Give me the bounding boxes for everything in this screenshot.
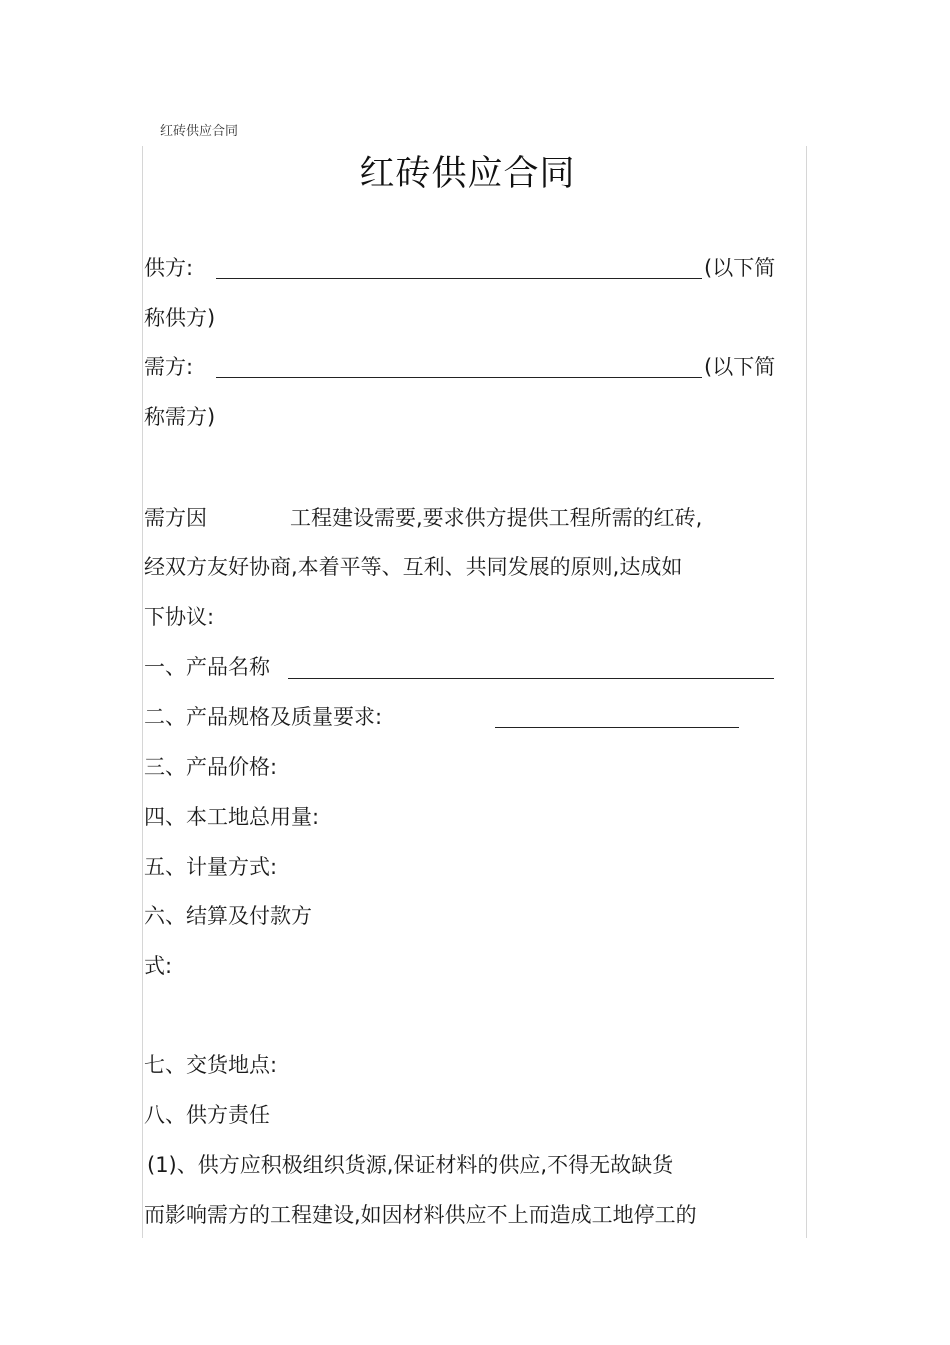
clause-1-line-2: 而影响需方的工程建设,如因材料供应不上而造成工地停工的 bbox=[144, 1203, 697, 1227]
clause-1-line-1: (1)、供方应积极组织货源,保证材料的供应,不得无故缺货 bbox=[147, 1153, 674, 1177]
supplier-label: 供方: bbox=[144, 256, 194, 280]
supplier-fill-line bbox=[216, 278, 702, 279]
item-metering-method: 五、计量方式: bbox=[144, 855, 278, 879]
item-delivery-location: 七、交货地点: bbox=[144, 1053, 278, 1077]
item-price: 三、产品价格: bbox=[144, 755, 278, 779]
item-product-name: 一、产品名称 bbox=[144, 655, 270, 679]
item-total-quantity: 四、本工地总用量: bbox=[144, 805, 320, 829]
item-settlement-payment-continued: 式: bbox=[144, 954, 173, 978]
intro-prefix: 需方因 bbox=[144, 506, 207, 530]
buyer-label: 需方: bbox=[144, 355, 194, 379]
document-title: 红砖供应合同 bbox=[359, 154, 576, 194]
left-margin-rule bbox=[142, 146, 143, 1238]
item-supplier-responsibility: 八、供方责任 bbox=[144, 1103, 270, 1127]
supplier-suffix-continued: 称供方) bbox=[144, 306, 216, 330]
item-settlement-payment: 六、结算及付款方 bbox=[144, 904, 312, 928]
item-spec-quality: 二、产品规格及质量要求: bbox=[144, 705, 383, 729]
buyer-fill-line bbox=[216, 377, 702, 378]
intro-line-1: 工程建设需要,要求供方提供工程所需的红砖, bbox=[290, 506, 703, 530]
running-header: 红砖供应合同 bbox=[160, 124, 239, 139]
supplier-suffix: (以下简 bbox=[704, 256, 776, 280]
spec-fill-line bbox=[495, 727, 739, 728]
right-margin-rule bbox=[806, 146, 807, 1238]
product-name-fill-line bbox=[288, 678, 774, 679]
intro-line-3: 下协议: bbox=[144, 605, 215, 629]
buyer-suffix-continued: 称需方) bbox=[144, 405, 216, 429]
intro-line-2: 经双方友好协商,本着平等、互利、共同发展的原则,达成如 bbox=[144, 555, 683, 579]
buyer-suffix: (以下简 bbox=[704, 355, 776, 379]
